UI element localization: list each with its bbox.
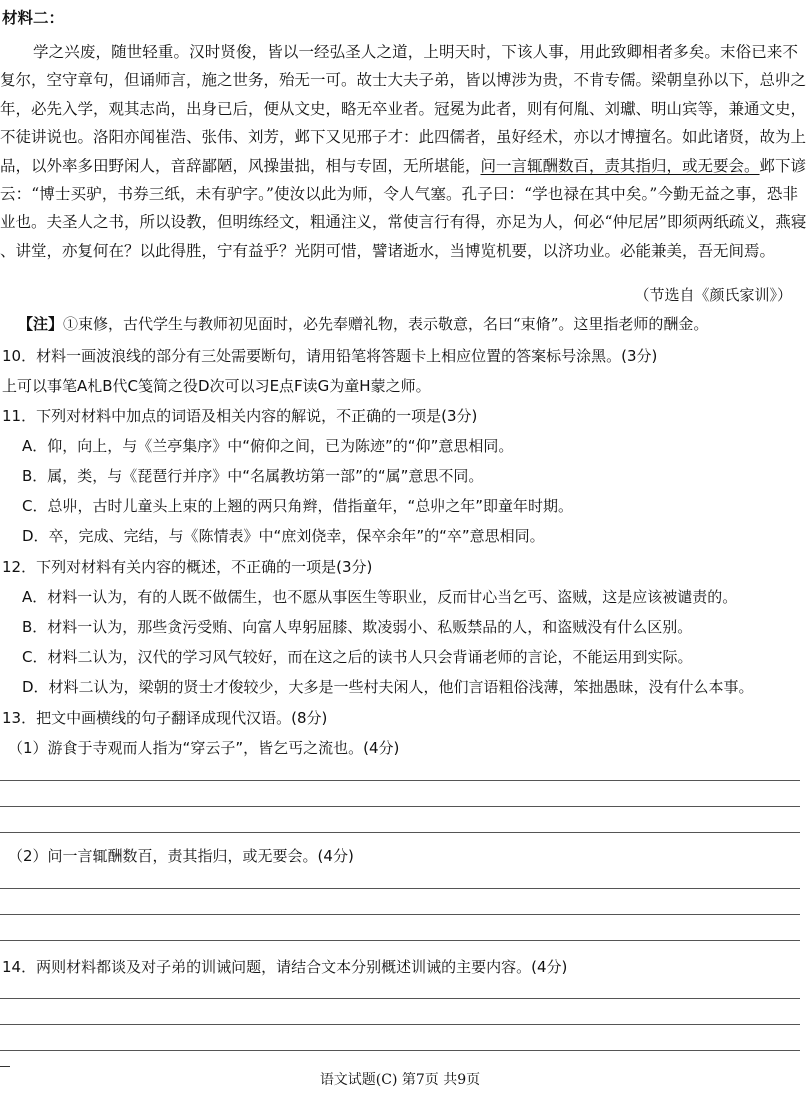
answer-line[interactable] xyxy=(0,806,800,807)
question-13-stem: 13．把文中画横线的句子翻译成现代汉语。(8分) xyxy=(2,709,328,727)
answer-line[interactable] xyxy=(0,1050,800,1051)
question-11-stem: 11．下列对材料中加点的词语及相关内容的解说，不正确的一项是(3分) xyxy=(2,407,478,425)
passage-line: 复尔，空守章句，但诵师言，施之世务，殆无一可。故士大夫子弟，皆以博涉为贵，不肯专儒。梁朝皇孙以下，总丱之 xyxy=(0,71,806,90)
underlined-sentence: 问一言辄酬数百，责其指归，或无要会。 xyxy=(480,156,760,175)
answer-line[interactable] xyxy=(0,1024,800,1025)
corner-mark xyxy=(0,1066,10,1067)
question-10-text: 上可以事笔A札B代C笺简之役D次可以习E点F读G为童H蒙之师。 xyxy=(2,377,431,395)
question-10-stem: 10．材料一画波浪线的部分有三处需要断句，请用铅笔将答题卡上相应位置的答案标号涂黑。(3分) xyxy=(2,347,658,365)
answer-line[interactable] xyxy=(0,780,800,781)
footnote-label: 【注】 xyxy=(18,315,64,333)
answer-line[interactable] xyxy=(0,832,800,833)
question-12-option-b: B．材料一认为，那些贪污受贿、向富人卑躬屈膝、欺凌弱小、私贩禁品的人，和盗贼没有什么区别。 xyxy=(22,618,693,636)
answer-line[interactable] xyxy=(0,888,800,889)
question-11-option-b: B．属，类，与《琵琶行并序》中“名属教坊第一部”的“属”意思不同。 xyxy=(22,467,484,485)
passage-line: 云：“博士买驴，书券三纸，未有驴字。”使汝以此为师，令人气塞。孔子曰：“学也禄在其中矣。”今勤无益之事，恐非 xyxy=(0,184,798,203)
footnote-text: ①束修，古代学生与教师初见面时，必先奉赠礼物，表示敬意，名曰“束脩”。这里指老师的酬金。 xyxy=(63,315,709,333)
passage-line: 、讲堂，亦复何在？以此得胜，宁有益乎？光阴可惜，譬诸逝水，当博览机要，以济功业。必能兼美，吾无间焉。 xyxy=(0,241,776,260)
footnote xyxy=(18,313,708,334)
passage-line: 业也。夫圣人之书，所以设教，但明练经文，粗通注义，常使言行有得，亦足为人，何必“仲尼居”即须两纸疏义，燕寝 xyxy=(0,213,806,232)
passage-source: （节选自《颜氏家训》） xyxy=(634,286,792,304)
answer-line[interactable] xyxy=(0,998,800,999)
question-11-option-d: D．卒，完成、完结，与《陈情表》中“庶刘侥幸，保卒余年”的“卒”意思相同。 xyxy=(22,527,545,545)
passage-line: 品，以外率多田野闲人，音辞鄙陋，风操蚩拙，相与专固，无所堪能，问一言辄酬数百，责其指归，或无要会。邺下谚 xyxy=(0,156,806,175)
passage-line: 学之兴废，随世轻重。汉时贤俊，皆以一经弘圣人之道，上明天时，下该人事，用此致卿相者多矣。末俗已来不 xyxy=(33,43,798,61)
question-12-option-d: D．材料二认为，梁朝的贤士才俊较少，大多是一些村夫闲人，他们言语粗俗浅薄，笨拙愚昧，没有什么本事。 xyxy=(22,678,754,696)
page-footer: 语文试题(C) 第7页 共9页 xyxy=(319,1072,481,1088)
question-11-option-c: C．总丱，古时儿童头上束的上翘的两只角辫，借指童年，“总丱之年”即童年时期。 xyxy=(22,497,574,515)
passage-line: 不徒讲说也。洛阳亦闻崔浩、张伟、刘芳，邺下又见邢子才：此四儒者，虽好经术，亦以才博擅名。如此诸贤，故为上 xyxy=(0,128,806,147)
question-11-option-a: A．仰，向上，与《兰亭集序》中“俯仰之间，已为陈迹”的“仰”意思相同。 xyxy=(22,437,514,455)
question-13-sub-2: （2）问一言辄酬数百，责其指归，或无要会。(4分) xyxy=(8,847,354,865)
question-12-option-a: A．材料一认为，有的人既不做儒生，也不愿从事医生等职业，反而甘心当乞丐、盗贼，这是应该被谴责的。 xyxy=(22,588,738,606)
answer-line[interactable] xyxy=(0,914,800,915)
question-14-stem: 14．两则材料都谈及对子弟的训诫问题，请结合文本分别概述训诫的主要内容。(4分) xyxy=(2,958,568,976)
material-title: 材料二： xyxy=(2,8,65,27)
passage xyxy=(0,38,806,265)
question-12-stem: 12．下列对材料有关内容的概述，不正确的一项是(3分) xyxy=(2,558,373,576)
question-12-option-c: C．材料二认为，汉代的学习风气较好，而在这之后的读书人只会背诵老师的言论，不能运用到实际。 xyxy=(22,648,693,666)
answer-line[interactable] xyxy=(0,940,800,941)
passage-line: 年，必先入学，观其志尚，出身已后，便从文史，略无卒业者。冠冕为此者，则有何胤、刘瓛、明山宾等，兼通文史， xyxy=(0,99,806,118)
question-13-sub-1: （1）游食于寺观而人指为“穿云子”，皆乞丐之流也。(4分) xyxy=(8,739,400,757)
